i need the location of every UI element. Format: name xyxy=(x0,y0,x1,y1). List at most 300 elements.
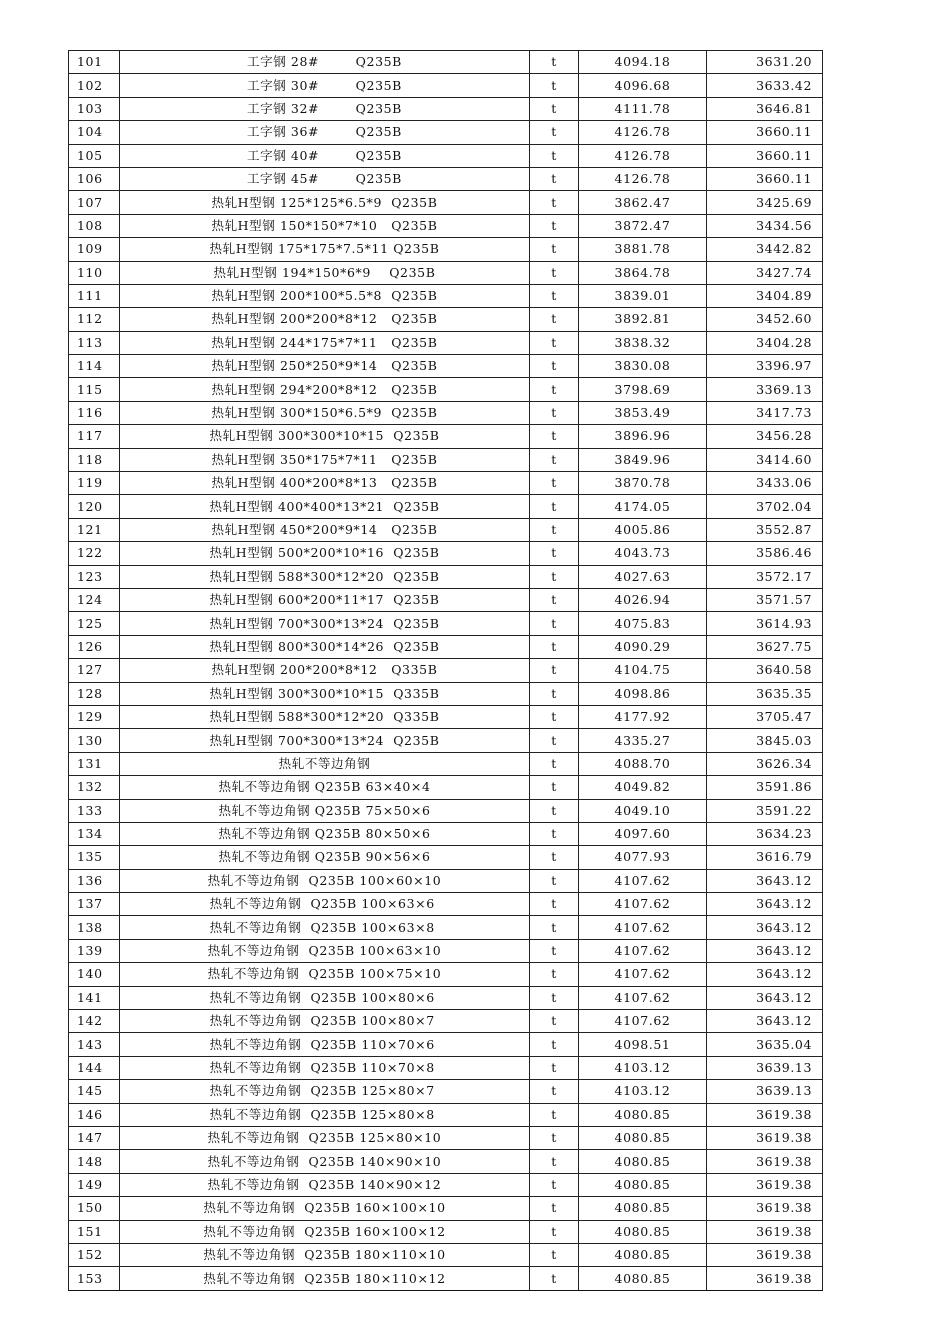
row-number-cell: 148 xyxy=(69,1150,120,1173)
price-tax-incl-cell: 3838.32 xyxy=(579,331,707,354)
material-name-cell: 热轧H型钢 200*200*8*12 Q335B xyxy=(120,659,530,682)
table-row xyxy=(69,542,823,565)
table-row xyxy=(69,238,823,261)
price-tax-incl-cell: 4088.70 xyxy=(579,752,707,775)
unit-cell: t xyxy=(530,1010,579,1033)
price-tax-incl-cell: 4094.18 xyxy=(579,51,707,74)
table-row xyxy=(69,74,823,97)
unit-cell: t xyxy=(530,1150,579,1173)
table-row xyxy=(69,1197,823,1220)
unit-cell: t xyxy=(530,495,579,518)
price-tax-excl-cell: 3571.57 xyxy=(707,588,823,611)
row-number-cell: 119 xyxy=(69,472,120,495)
price-tax-excl-cell: 3639.13 xyxy=(707,1056,823,1079)
table-row xyxy=(69,495,823,518)
material-name-cell: 热轧H型钢 600*200*11*17 Q235B xyxy=(120,588,530,611)
row-number-cell: 131 xyxy=(69,752,120,775)
row-number-cell: 128 xyxy=(69,682,120,705)
row-number-cell: 135 xyxy=(69,846,120,869)
table-row xyxy=(69,846,823,869)
table-row xyxy=(69,1243,823,1266)
material-name-cell: 热轧H型钢 700*300*13*24 Q235B xyxy=(120,612,530,635)
row-number-cell: 102 xyxy=(69,74,120,97)
price-tax-incl-cell: 4080.85 xyxy=(579,1150,707,1173)
table-row xyxy=(69,729,823,752)
table-row xyxy=(69,167,823,190)
material-name-cell: 热轧不等边角钢 Q235B 100×80×7 xyxy=(120,1010,530,1033)
table-row xyxy=(69,705,823,728)
price-tax-excl-cell: 3643.12 xyxy=(707,893,823,916)
table-row xyxy=(69,822,823,845)
unit-cell: t xyxy=(530,705,579,728)
price-tax-excl-cell: 3619.38 xyxy=(707,1267,823,1290)
material-name-cell: 热轧H型钢 194*150*6*9 Q235B xyxy=(120,261,530,284)
row-number-cell: 117 xyxy=(69,425,120,448)
row-number-cell: 127 xyxy=(69,659,120,682)
material-name-cell: 热轧不等边角钢 Q235B 100×80×6 xyxy=(120,986,530,1009)
unit-cell: t xyxy=(530,542,579,565)
material-name-cell: 热轧H型钢 200*200*8*12 Q235B xyxy=(120,308,530,331)
unit-cell: t xyxy=(530,167,579,190)
row-number-cell: 139 xyxy=(69,939,120,962)
unit-cell: t xyxy=(530,51,579,74)
table-row xyxy=(69,378,823,401)
price-tax-excl-cell: 3643.12 xyxy=(707,986,823,1009)
price-tax-excl-cell: 3456.28 xyxy=(707,425,823,448)
table-row xyxy=(69,284,823,307)
price-tax-excl-cell: 3635.35 xyxy=(707,682,823,705)
price-tax-excl-cell: 3635.04 xyxy=(707,1033,823,1056)
material-name-cell: 热轧H型钢 500*200*10*16 Q235B xyxy=(120,542,530,565)
unit-cell: t xyxy=(530,214,579,237)
unit-cell: t xyxy=(530,1056,579,1079)
material-name-cell: 热轧H型钢 800*300*14*26 Q235B xyxy=(120,635,530,658)
unit-cell: t xyxy=(530,308,579,331)
material-name-cell: 工字钢 45# Q235B xyxy=(120,167,530,190)
price-tax-excl-cell: 3614.93 xyxy=(707,612,823,635)
row-number-cell: 146 xyxy=(69,1103,120,1126)
price-tax-incl-cell: 4126.78 xyxy=(579,121,707,144)
price-tax-incl-cell: 4080.85 xyxy=(579,1103,707,1126)
row-number-cell: 150 xyxy=(69,1197,120,1220)
row-number-cell: 144 xyxy=(69,1056,120,1079)
table-row xyxy=(69,939,823,962)
material-name-cell: 热轧不等边角钢 Q235B 125×80×10 xyxy=(120,1126,530,1149)
unit-cell: t xyxy=(530,1033,579,1056)
material-name-cell: 热轧不等边角钢 Q235B 160×100×10 xyxy=(120,1197,530,1220)
table-row xyxy=(69,682,823,705)
unit-cell: t xyxy=(530,963,579,986)
price-tax-incl-cell: 4096.68 xyxy=(579,74,707,97)
price-tax-incl-cell: 4126.78 xyxy=(579,167,707,190)
material-name-cell: 热轧不等边角钢 Q235B 110×70×6 xyxy=(120,1033,530,1056)
row-number-cell: 115 xyxy=(69,378,120,401)
row-number-cell: 120 xyxy=(69,495,120,518)
price-tax-excl-cell: 3591.22 xyxy=(707,799,823,822)
price-tax-excl-cell: 3619.38 xyxy=(707,1103,823,1126)
material-name-cell: 热轧不等边角钢 Q235B 140×90×10 xyxy=(120,1150,530,1173)
table-row xyxy=(69,799,823,822)
unit-cell: t xyxy=(530,986,579,1009)
price-tax-incl-cell: 4080.85 xyxy=(579,1220,707,1243)
material-name-cell: 热轧H型钢 400*200*8*13 Q235B xyxy=(120,472,530,495)
price-tax-excl-cell: 3619.38 xyxy=(707,1243,823,1266)
price-tax-incl-cell: 4107.62 xyxy=(579,1010,707,1033)
table-row xyxy=(69,588,823,611)
table-row xyxy=(69,1220,823,1243)
price-tax-incl-cell: 4098.86 xyxy=(579,682,707,705)
table-row xyxy=(69,261,823,284)
material-name-cell: 热轧不等边角钢 Q235B 75×50×6 xyxy=(120,799,530,822)
material-name-cell: 热轧不等边角钢 Q235B 125×80×8 xyxy=(120,1103,530,1126)
unit-cell: t xyxy=(530,729,579,752)
price-tax-incl-cell: 3849.96 xyxy=(579,448,707,471)
price-tax-incl-cell: 3853.49 xyxy=(579,401,707,424)
material-name-cell: 热轧H型钢 400*400*13*21 Q235B xyxy=(120,495,530,518)
unit-cell: t xyxy=(530,588,579,611)
row-number-cell: 125 xyxy=(69,612,120,635)
table-row xyxy=(69,331,823,354)
table-row xyxy=(69,1080,823,1103)
price-tax-incl-cell: 4111.78 xyxy=(579,97,707,120)
unit-cell: t xyxy=(530,518,579,541)
price-table xyxy=(68,50,823,1291)
price-tax-incl-cell: 4005.86 xyxy=(579,518,707,541)
price-tax-excl-cell: 3591.86 xyxy=(707,776,823,799)
row-number-cell: 134 xyxy=(69,822,120,845)
row-number-cell: 123 xyxy=(69,565,120,588)
material-name-cell: 热轧H型钢 175*175*7.5*11 Q235B xyxy=(120,238,530,261)
row-number-cell: 112 xyxy=(69,308,120,331)
price-tax-incl-cell: 3872.47 xyxy=(579,214,707,237)
table-row xyxy=(69,518,823,541)
unit-cell: t xyxy=(530,121,579,144)
unit-cell: t xyxy=(530,612,579,635)
material-name-cell: 热轧不等边角钢 Q235B 63×40×4 xyxy=(120,776,530,799)
table-row xyxy=(69,1173,823,1196)
price-tax-incl-cell: 4049.82 xyxy=(579,776,707,799)
price-tax-excl-cell: 3639.13 xyxy=(707,1080,823,1103)
unit-cell: t xyxy=(530,659,579,682)
table-row xyxy=(69,1010,823,1033)
table-row xyxy=(69,1126,823,1149)
row-number-cell: 130 xyxy=(69,729,120,752)
price-tax-incl-cell: 4335.27 xyxy=(579,729,707,752)
price-tax-incl-cell: 4080.85 xyxy=(579,1197,707,1220)
material-name-cell: 热轧H型钢 450*200*9*14 Q235B xyxy=(120,518,530,541)
price-tax-incl-cell: 3862.47 xyxy=(579,191,707,214)
table-row xyxy=(69,565,823,588)
row-number-cell: 109 xyxy=(69,238,120,261)
table-row xyxy=(69,144,823,167)
table-row xyxy=(69,1150,823,1173)
row-number-cell: 132 xyxy=(69,776,120,799)
price-tax-excl-cell: 3845.03 xyxy=(707,729,823,752)
price-tax-excl-cell: 3619.38 xyxy=(707,1197,823,1220)
row-number-cell: 111 xyxy=(69,284,120,307)
material-name-cell: 热轧H型钢 200*100*5.5*8 Q235B xyxy=(120,284,530,307)
price-tax-excl-cell: 3433.06 xyxy=(707,472,823,495)
price-tax-excl-cell: 3404.89 xyxy=(707,284,823,307)
price-tax-excl-cell: 3660.11 xyxy=(707,121,823,144)
unit-cell: t xyxy=(530,1173,579,1196)
material-name-cell: 工字钢 28# Q235B xyxy=(120,51,530,74)
price-tax-incl-cell: 4090.29 xyxy=(579,635,707,658)
unit-cell: t xyxy=(530,191,579,214)
row-number-cell: 141 xyxy=(69,986,120,1009)
price-tax-incl-cell: 4080.85 xyxy=(579,1243,707,1266)
unit-cell: t xyxy=(530,261,579,284)
price-tax-incl-cell: 4174.05 xyxy=(579,495,707,518)
price-tax-incl-cell: 4027.63 xyxy=(579,565,707,588)
price-tax-incl-cell: 4104.75 xyxy=(579,659,707,682)
price-tax-incl-cell: 3830.08 xyxy=(579,355,707,378)
unit-cell: t xyxy=(530,869,579,892)
price-tax-incl-cell: 4043.73 xyxy=(579,542,707,565)
price-tax-incl-cell: 4026.94 xyxy=(579,588,707,611)
price-tax-excl-cell: 3619.38 xyxy=(707,1173,823,1196)
material-name-cell: 热轧不等边角钢 Q235B 100×63×6 xyxy=(120,893,530,916)
row-number-cell: 133 xyxy=(69,799,120,822)
material-name-cell: 工字钢 40# Q235B xyxy=(120,144,530,167)
price-tax-incl-cell: 4080.85 xyxy=(579,1173,707,1196)
unit-cell: t xyxy=(530,331,579,354)
price-tax-excl-cell: 3643.12 xyxy=(707,963,823,986)
row-number-cell: 143 xyxy=(69,1033,120,1056)
unit-cell: t xyxy=(530,355,579,378)
row-number-cell: 107 xyxy=(69,191,120,214)
row-number-cell: 149 xyxy=(69,1173,120,1196)
row-number-cell: 103 xyxy=(69,97,120,120)
unit-cell: t xyxy=(530,1220,579,1243)
price-tax-excl-cell: 3572.17 xyxy=(707,565,823,588)
price-tax-incl-cell: 3864.78 xyxy=(579,261,707,284)
price-tax-incl-cell: 4107.62 xyxy=(579,963,707,986)
unit-cell: t xyxy=(530,776,579,799)
table-row xyxy=(69,191,823,214)
table-row xyxy=(69,121,823,144)
table-row xyxy=(69,401,823,424)
price-tax-excl-cell: 3417.73 xyxy=(707,401,823,424)
row-number-cell: 124 xyxy=(69,588,120,611)
table-row xyxy=(69,893,823,916)
price-tax-excl-cell: 3634.23 xyxy=(707,822,823,845)
row-number-cell: 145 xyxy=(69,1080,120,1103)
price-tax-excl-cell: 3660.11 xyxy=(707,144,823,167)
price-tax-excl-cell: 3552.87 xyxy=(707,518,823,541)
unit-cell: t xyxy=(530,799,579,822)
price-tax-incl-cell: 3839.01 xyxy=(579,284,707,307)
table-row xyxy=(69,916,823,939)
price-tax-incl-cell: 3798.69 xyxy=(579,378,707,401)
unit-cell: t xyxy=(530,425,579,448)
table-row xyxy=(69,963,823,986)
row-number-cell: 108 xyxy=(69,214,120,237)
price-tax-incl-cell: 4107.62 xyxy=(579,939,707,962)
price-tax-excl-cell: 3427.74 xyxy=(707,261,823,284)
table-row xyxy=(69,612,823,635)
unit-cell: t xyxy=(530,916,579,939)
table-row xyxy=(69,51,823,74)
row-number-cell: 153 xyxy=(69,1267,120,1290)
table-row xyxy=(69,869,823,892)
material-name-cell: 热轧H型钢 700*300*13*24 Q235B xyxy=(120,729,530,752)
table-row xyxy=(69,448,823,471)
price-tax-excl-cell: 3631.20 xyxy=(707,51,823,74)
unit-cell: t xyxy=(530,1243,579,1266)
price-tax-excl-cell: 3396.97 xyxy=(707,355,823,378)
table-row xyxy=(69,986,823,1009)
price-tax-excl-cell: 3586.46 xyxy=(707,542,823,565)
table-row xyxy=(69,752,823,775)
unit-cell: t xyxy=(530,74,579,97)
price-tax-excl-cell: 3616.79 xyxy=(707,846,823,869)
price-tax-excl-cell: 3643.12 xyxy=(707,1010,823,1033)
unit-cell: t xyxy=(530,401,579,424)
material-name-cell: 热轧不等边角钢 Q235B 100×75×10 xyxy=(120,963,530,986)
row-number-cell: 113 xyxy=(69,331,120,354)
unit-cell: t xyxy=(530,448,579,471)
row-number-cell: 140 xyxy=(69,963,120,986)
table-row xyxy=(69,776,823,799)
price-tax-excl-cell: 3643.12 xyxy=(707,869,823,892)
row-number-cell: 110 xyxy=(69,261,120,284)
material-name-cell: 热轧不等边角钢 Q235B 180×110×10 xyxy=(120,1243,530,1266)
price-tax-incl-cell: 4107.62 xyxy=(579,916,707,939)
material-name-cell: 热轧H型钢 250*250*9*14 Q235B xyxy=(120,355,530,378)
unit-cell: t xyxy=(530,1126,579,1149)
table-row xyxy=(69,97,823,120)
material-name-cell: 热轧H型钢 588*300*12*20 Q335B xyxy=(120,705,530,728)
price-tax-incl-cell: 3892.81 xyxy=(579,308,707,331)
price-tax-excl-cell: 3619.38 xyxy=(707,1126,823,1149)
price-tax-excl-cell: 3369.13 xyxy=(707,378,823,401)
row-number-cell: 151 xyxy=(69,1220,120,1243)
row-number-cell: 129 xyxy=(69,705,120,728)
material-name-cell: 热轧H型钢 150*150*7*10 Q235B xyxy=(120,214,530,237)
price-tax-incl-cell: 4049.10 xyxy=(579,799,707,822)
material-name-cell: 热轧H型钢 125*125*6.5*9 Q235B xyxy=(120,191,530,214)
price-tax-excl-cell: 3452.60 xyxy=(707,308,823,331)
material-name-cell: 热轧H型钢 300*300*10*15 Q335B xyxy=(120,682,530,705)
material-name-cell: 热轧不等边角钢 Q235B 125×80×7 xyxy=(120,1080,530,1103)
material-name-cell: 热轧不等边角钢 Q235B 140×90×12 xyxy=(120,1173,530,1196)
price-tax-excl-cell: 3646.81 xyxy=(707,97,823,120)
unit-cell: t xyxy=(530,472,579,495)
row-number-cell: 147 xyxy=(69,1126,120,1149)
unit-cell: t xyxy=(530,144,579,167)
unit-cell: t xyxy=(530,1267,579,1290)
price-tax-incl-cell: 4103.12 xyxy=(579,1056,707,1079)
price-tax-excl-cell: 3619.38 xyxy=(707,1220,823,1243)
material-name-cell: 热轧不等边角钢 Q235B 160×100×12 xyxy=(120,1220,530,1243)
material-name-cell: 热轧不等边角钢 Q235B 180×110×12 xyxy=(120,1267,530,1290)
row-number-cell: 152 xyxy=(69,1243,120,1266)
material-name-cell: 热轧不等边角钢 Q235B 100×63×10 xyxy=(120,939,530,962)
row-number-cell: 114 xyxy=(69,355,120,378)
price-tax-incl-cell: 4077.93 xyxy=(579,846,707,869)
row-number-cell: 116 xyxy=(69,401,120,424)
price-tax-incl-cell: 4107.62 xyxy=(579,986,707,1009)
price-tax-excl-cell: 3626.34 xyxy=(707,752,823,775)
price-tax-excl-cell: 3660.11 xyxy=(707,167,823,190)
unit-cell: t xyxy=(530,97,579,120)
row-number-cell: 142 xyxy=(69,1010,120,1033)
material-name-cell: 工字钢 36# Q235B xyxy=(120,121,530,144)
table-row xyxy=(69,214,823,237)
price-tax-excl-cell: 3619.38 xyxy=(707,1150,823,1173)
table-row xyxy=(69,355,823,378)
unit-cell: t xyxy=(530,635,579,658)
material-name-cell: 热轧不等边角钢 Q235B 80×50×6 xyxy=(120,822,530,845)
row-number-cell: 122 xyxy=(69,542,120,565)
material-name-cell: 工字钢 32# Q235B xyxy=(120,97,530,120)
price-tax-excl-cell: 3643.12 xyxy=(707,916,823,939)
material-name-cell: 热轧不等边角钢 Q235B 100×63×8 xyxy=(120,916,530,939)
unit-cell: t xyxy=(530,822,579,845)
price-tax-incl-cell: 4103.12 xyxy=(579,1080,707,1103)
unit-cell: t xyxy=(530,284,579,307)
price-tax-incl-cell: 4126.78 xyxy=(579,144,707,167)
unit-cell: t xyxy=(530,1103,579,1126)
material-name-cell: 热轧不等边角钢 xyxy=(120,752,530,775)
row-number-cell: 106 xyxy=(69,167,120,190)
row-number-cell: 136 xyxy=(69,869,120,892)
price-tax-excl-cell: 3702.04 xyxy=(707,495,823,518)
unit-cell: t xyxy=(530,378,579,401)
table-row xyxy=(69,1056,823,1079)
table-row xyxy=(69,1103,823,1126)
price-tax-incl-cell: 3881.78 xyxy=(579,238,707,261)
price-tax-incl-cell: 4080.85 xyxy=(579,1267,707,1290)
row-number-cell: 137 xyxy=(69,893,120,916)
row-number-cell: 118 xyxy=(69,448,120,471)
table-row xyxy=(69,472,823,495)
price-tax-excl-cell: 3434.56 xyxy=(707,214,823,237)
table-row xyxy=(69,1267,823,1290)
price-tax-incl-cell: 4097.60 xyxy=(579,822,707,845)
price-tax-incl-cell: 4080.85 xyxy=(579,1126,707,1149)
price-tax-excl-cell: 3627.75 xyxy=(707,635,823,658)
price-tax-excl-cell: 3633.42 xyxy=(707,74,823,97)
price-tax-incl-cell: 4075.83 xyxy=(579,612,707,635)
table-row xyxy=(69,1033,823,1056)
price-tax-incl-cell: 3870.78 xyxy=(579,472,707,495)
material-name-cell: 热轧不等边角钢 Q235B 90×56×6 xyxy=(120,846,530,869)
row-number-cell: 105 xyxy=(69,144,120,167)
unit-cell: t xyxy=(530,565,579,588)
unit-cell: t xyxy=(530,1197,579,1220)
row-number-cell: 101 xyxy=(69,51,120,74)
row-number-cell: 126 xyxy=(69,635,120,658)
table-row xyxy=(69,425,823,448)
material-name-cell: 热轧H型钢 588*300*12*20 Q235B xyxy=(120,565,530,588)
material-name-cell: 热轧H型钢 294*200*8*12 Q235B xyxy=(120,378,530,401)
unit-cell: t xyxy=(530,752,579,775)
price-tax-incl-cell: 4098.51 xyxy=(579,1033,707,1056)
table-row xyxy=(69,308,823,331)
price-tax-incl-cell: 4107.62 xyxy=(579,869,707,892)
price-tax-excl-cell: 3640.58 xyxy=(707,659,823,682)
price-tax-excl-cell: 3425.69 xyxy=(707,191,823,214)
row-number-cell: 138 xyxy=(69,916,120,939)
price-tax-incl-cell: 3896.96 xyxy=(579,425,707,448)
material-name-cell: 热轧H型钢 300*150*6.5*9 Q235B xyxy=(120,401,530,424)
unit-cell: t xyxy=(530,846,579,869)
material-name-cell: 热轧H型钢 244*175*7*11 Q235B xyxy=(120,331,530,354)
table-row xyxy=(69,635,823,658)
price-tax-incl-cell: 4177.92 xyxy=(579,705,707,728)
